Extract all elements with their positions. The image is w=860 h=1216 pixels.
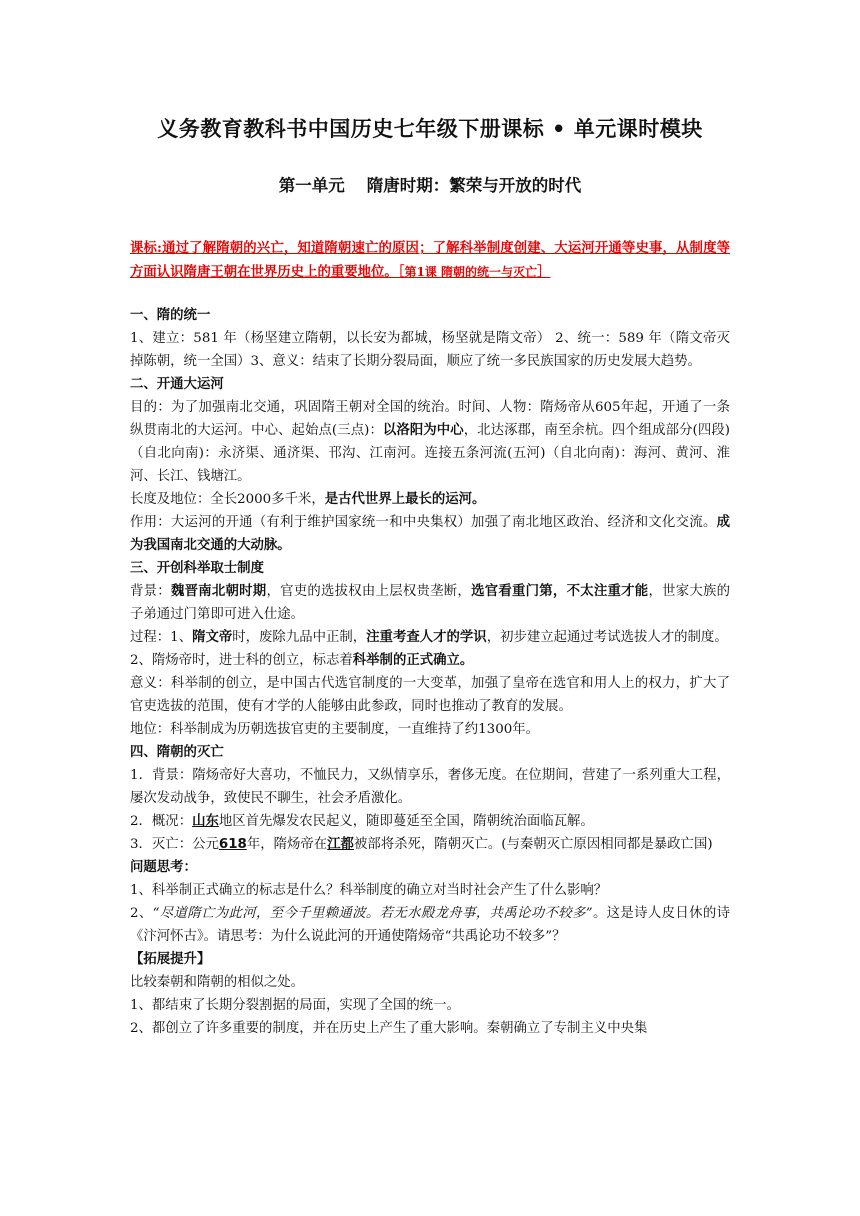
fall-background: 1．背景：隋炀帝好大喜功，不恤民力，又纵情享乐，奢侈无度。在位期间，营建了一系列重大工程，屡次发动战争，致使民不聊生，社会矛盾激化。	[130, 768, 730, 806]
fall-end	[130, 833, 730, 856]
unification-text: 1、建立：581 年（杨坚建立隋朝，以长安为都城，杨坚就是隋文帝） 2、统一：589 年（隋文帝灭掉陈朝，统一全国）3、意义：结束了长期分裂局面，顺应了统一多民族国家的历史发展大趋势。	[130, 331, 730, 369]
exam-bg-period: 魏晋南北朝时期	[170, 584, 267, 599]
canal-length-text: 长度及地位：全长2000多千米，	[130, 492, 325, 507]
section-heading-grand-canal: 二、开通大运河	[130, 377, 224, 392]
standard-close: ］	[537, 264, 551, 280]
extension-intro: 比较秦朝和隋朝的相似之处。	[130, 975, 305, 990]
exam-process-emperor: 隋文帝	[192, 630, 233, 645]
exam-establishment	[130, 649, 730, 672]
canal-effect	[130, 511, 730, 557]
fall-overview-region: 山东	[192, 814, 219, 829]
questions-heading: 问题思考：	[130, 860, 197, 875]
exam-meaning: 意义：科举制的创立，是中国古代选官制度的一大变革，加强了皇帝在选官和用人上的权力，扩大了官吏选拔的范围，使有才学的人能够由此参政，同时也推动了教育的发展。	[130, 676, 730, 714]
canal-effect-highlight: 成为我国南北交通的大动脉。	[130, 515, 730, 553]
exam-process	[130, 626, 730, 649]
curriculum-standard	[130, 236, 730, 284]
question-2-text: 。这是诗人皮日休的诗《汴河怀古》。请思考：为什么说此河的开通使隋炀帝“共禹论功不较多”？	[130, 906, 730, 944]
exam-background	[130, 580, 730, 626]
section-heading-unification: 一、隋的统一	[130, 308, 211, 323]
exam-process-text-end: ，初步建立起通过考试选拔人才的制度。	[486, 630, 728, 645]
unit-heading	[0, 172, 860, 196]
fall-end-label: 3．灭亡：公元	[130, 837, 219, 852]
exam-establishment-highlight: 科举制的正式确立。	[352, 653, 474, 668]
extension-point-1: 1、都结束了长期分裂割据的局面，实现了全国的统一。	[130, 998, 460, 1013]
question-2-poem: “尽道隋亡为此河，至今千里赖通波。若无水殿龙舟事，共禹论功不较多”	[152, 906, 593, 921]
unit-name: 第一单元	[278, 176, 345, 195]
extension-point-2: 2、都创立了许多重要的制度，并在历史上产生了重大影响。秦朝确立了专制主义中央集	[130, 1021, 648, 1036]
fall-end-place: 江都	[327, 837, 354, 852]
question-1: 1、科举制正式确立的标志是什么？科举制度的确立对当时社会产生了什么影响？	[130, 883, 608, 898]
fall-overview-label: 2．概况：	[130, 814, 193, 829]
canal-purpose-text: 目的：为了加强南北交通，巩固隋王朝对全国的统治。时间、人物：隋炀帝从605年起，开通了一条纵贯南北的大运河。中心、起始点(三点)：	[130, 400, 730, 438]
question-2-number: 2、	[130, 906, 153, 921]
canal-length-highlight: 是古代世界上最长的运河。	[324, 492, 486, 507]
document-title: 义务教育教科书中国历史七年级下册课标 • 单元课时模块	[157, 117, 703, 141]
fall-overview-text: 地区首先爆发农民起义，随即蔓延至全国，隋朝统治面临瓦解。	[218, 814, 594, 829]
exam-bg-text-end: ，世家大族的子弟通过门第即可进入仕途。	[130, 584, 731, 622]
section-heading-imperial-exam: 三、开创科举取士制度	[130, 561, 264, 576]
fall-end-text-end: 被部将杀死，隋朝灭亡。(与秦朝灭亡原因相同都是暴政亡国)	[353, 837, 713, 852]
canal-purpose	[130, 396, 730, 488]
question-2	[130, 902, 730, 948]
exam-process-label: 过程：1、	[130, 630, 193, 645]
fall-overview	[130, 810, 730, 833]
fall-end-year: 618	[218, 837, 247, 852]
canal-center-highlight: 以洛阳为中心	[382, 423, 464, 438]
lesson-title: 第1课 隋朝的统一与灭亡	[404, 265, 538, 279]
exam-process-text: 时，废除九品中正制，	[232, 630, 367, 645]
document-body	[130, 236, 730, 1040]
exam-status: 地位：科举制成为历朝选拔官吏的主要制度，一直维持了约1300年。	[130, 722, 540, 737]
fall-end-text: 年，隋炀帝在	[246, 837, 328, 852]
standard-text: 课标:通过了解隋朝的兴亡，知道隋朝速亡的原因；了解科举制度创建、大运河开通等史事，从制度等方面认识隋唐王朝在世界历史上的重要地位。［	[130, 240, 730, 280]
extension-heading: 【拓展提升】	[130, 952, 211, 967]
canal-route-text: ，北达涿郡，南至余杭。四个组成部分(四段)（自北向南)：永济渠、通济渠、邗沟、江南河。连接五条河流(五河)（自北向南)：海河、黄河、淮河、长江、钱塘江。	[130, 423, 731, 484]
exam-establishment-text: 2、隋炀帝时，进士科的创立，标志着	[130, 653, 353, 668]
exam-bg-highlight: 选官看重门第，不太注重才能	[471, 584, 649, 599]
canal-effect-text: 作用：大运河的开通（有利于维护国家统一和中央集权）加强了南北地区政治、经济和文化交流。	[130, 515, 717, 530]
canal-length	[130, 488, 730, 511]
unit-topic: 隋唐时期：繁荣与开放的时代	[366, 176, 582, 195]
exam-process-highlight: 注重考查人才的学识	[366, 630, 487, 645]
exam-bg-label: 背景：	[130, 584, 171, 599]
section-heading-fall: 四、隋朝的灭亡	[130, 745, 224, 760]
exam-bg-text: ，官吏的选拔权由上层权贵垄断，	[266, 584, 472, 599]
